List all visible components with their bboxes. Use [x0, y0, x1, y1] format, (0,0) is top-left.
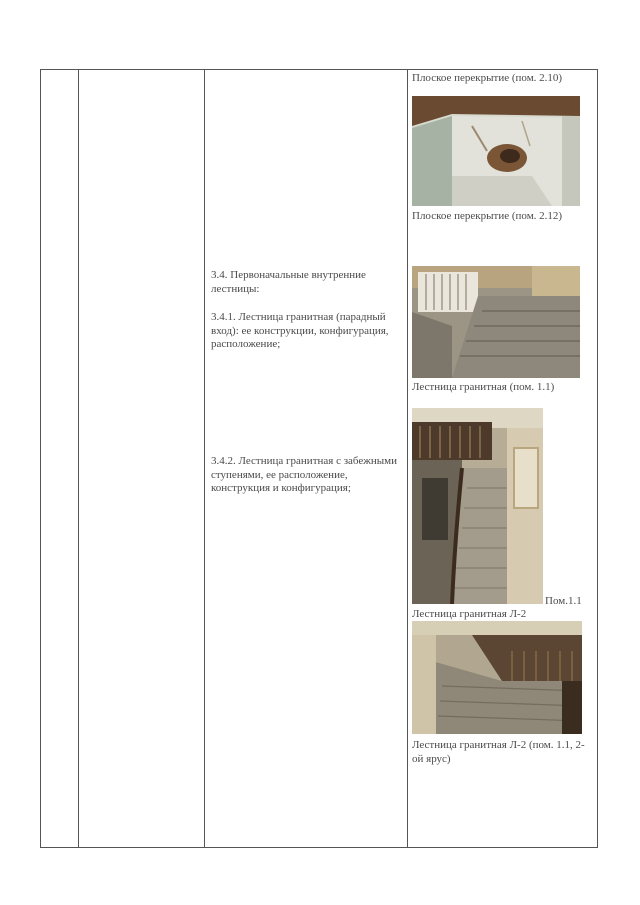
caption-granite-staircase-l2-tier2: Лестница гранитная Л-2 (пом. 1.1, 2-ой ярус)	[412, 739, 585, 765]
caption-granite-staircase-l2: Лестница гранитная Л-2	[412, 608, 527, 620]
item-3-4-1: 3.4.1. Лестница гранитная (парадный вход): ее конструкции, конфигурация, расположение;	[211, 311, 389, 350]
photo-flat-ceiling	[412, 96, 580, 206]
section-heading: 3.4. Первоначальные внутренние лестницы:	[211, 269, 366, 295]
column-divider-2	[204, 69, 205, 848]
photo-tag-room: Пом.1.1	[545, 595, 582, 607]
photo-granite-staircase-entrance	[412, 266, 580, 378]
photo-granite-staircase-l2	[412, 408, 543, 604]
photo-granite-staircase-l2-tier2	[412, 621, 582, 734]
caption-flat-ceiling-2-12: Плоское перекрытие (пом. 2.12)	[412, 210, 563, 222]
column-divider-3	[407, 69, 408, 848]
caption-flat-ceiling-2-10: Плоское перекрытие (пом. 2.10)	[412, 72, 563, 84]
item-3-4-2: 3.4.2. Лестница гранитная с забежными ступенями, ее расположение, конструкция и конфигурация;	[211, 455, 397, 494]
caption-granite-staircase-1-1: Лестница гранитная (пом. 1.1)	[412, 381, 555, 393]
column-divider-1	[78, 69, 79, 848]
